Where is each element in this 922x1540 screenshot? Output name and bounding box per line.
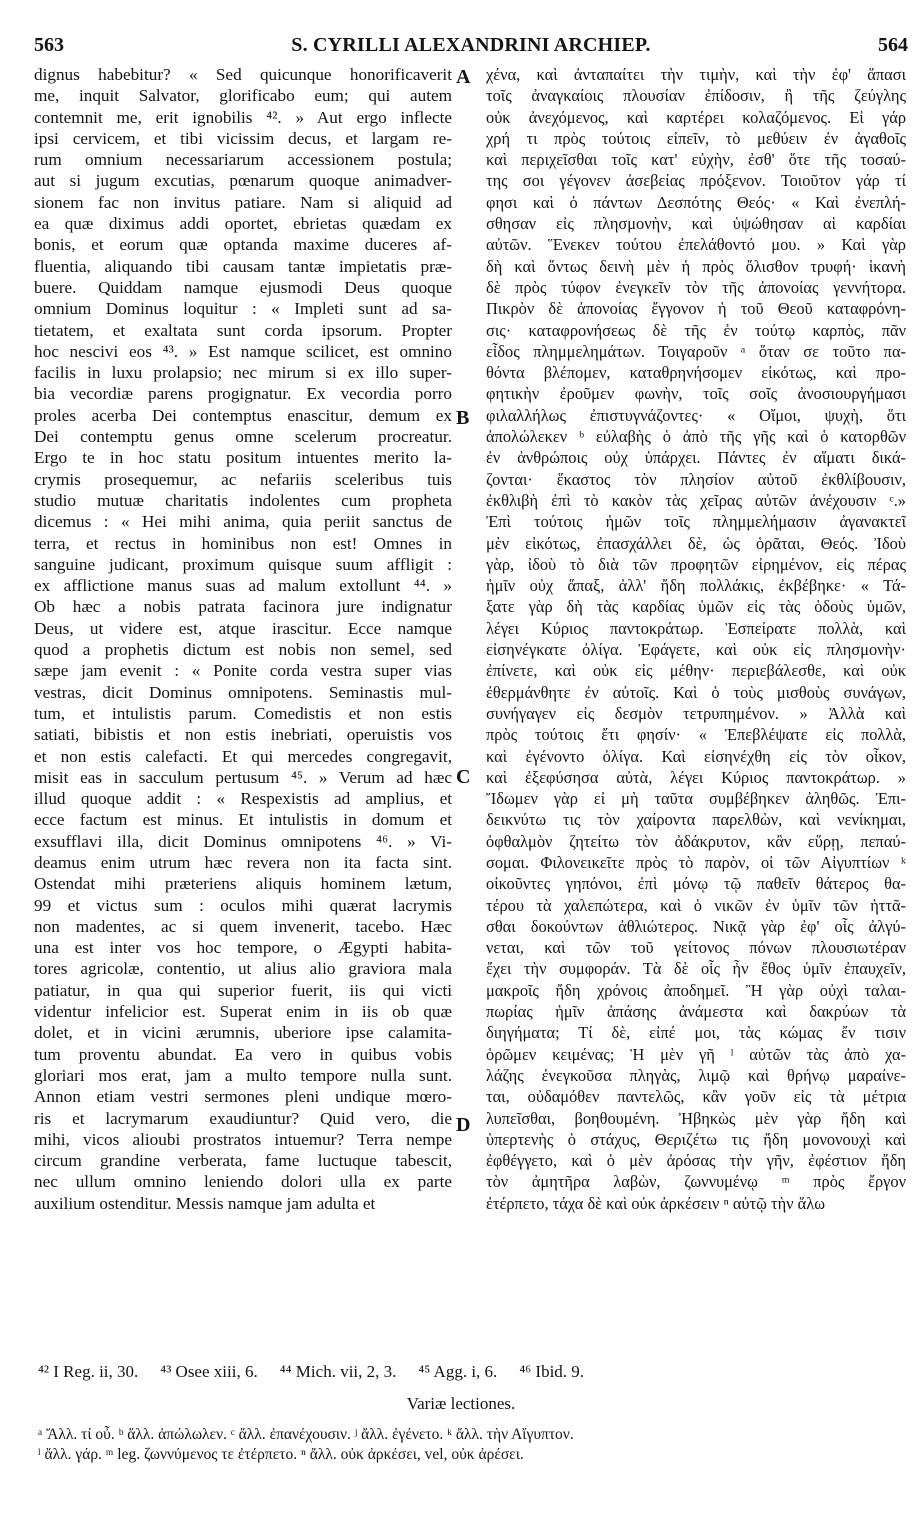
- latin-text-line: bonis, et eorum quæ optanda maxime duceres af-: [34, 235, 452, 255]
- latin-text-line: sionem fac non invitus patiare. Nam si aliquid ad: [34, 192, 452, 212]
- greek-text-line: σομαι. Φιλονεικεῖτε πρὸς τὸ παρὸν, οἱ τῶν Αἰγυπτίων ᵏ: [486, 852, 906, 872]
- greek-text-line: οἰκοῦντες γηπόνοι, ἐπὶ μόνῳ τῷ παθεῖν θάτερος θα-: [486, 874, 906, 894]
- greek-text-line: καὶ ἐξεφύσησα αὐτὰ, λέγει Κύριος παντοκράτωρ. »: [486, 767, 906, 787]
- latin-text-line: tores agricolæ, contentio, ut alius alio graviora mala: [34, 959, 452, 979]
- greek-text-line: πρὸς τούτοις ἔτι φησίν· « Ἐπεβλέψατε εἰς πολλὰ,: [486, 725, 906, 745]
- greek-text-line: αὐτῶν. Ἕνεκεν τούτου ἐπελάθοντό μου. » Καὶ γὰρ: [486, 235, 906, 255]
- latin-text-line: proles acerba Dei contemptus enascitur, demum ex: [34, 405, 452, 425]
- greek-text-line: λυπεῖσθαι, βοηθουμένη. Ἠβηκὼς μὲν γὰρ ἤδη καὶ: [486, 1108, 906, 1128]
- latin-text-line: facilis in luxu prolapsio; nec mirum si ex illo super-: [34, 363, 452, 383]
- latin-text-line: exsufflavi illa, dicit Dominus omnipotens ⁴⁶. » Vi-: [34, 831, 452, 851]
- greek-text-line: χένα, καὶ ἀνταπαίτει τὴν τιμὴν, καὶ τὴν ἐφ' ἅπασι: [486, 65, 906, 84]
- page-number-left: 563: [34, 34, 64, 56]
- greek-text-line: εἰσηνέγκατε ὀλίγα. Ἐφάγετε, καὶ οὐκ εἰς πλησμονὴν·: [486, 640, 906, 660]
- greek-text-line: ὀφθαλμὸν ζητείτω τὸν ἀδάκρυτον, κἂν εὕρῃ, πεπαύ-: [486, 831, 906, 851]
- greek-text-line: ται, οὐδαμόθεν παντελῶς, κἂν γοῦν εἰς τὰ μέτρια: [486, 1087, 906, 1107]
- footnote: ⁴³ Osee xiii, 6.: [160, 1362, 258, 1381]
- latin-text-line: rum omnium necessariarum accessionem postula;: [34, 150, 452, 170]
- greek-text-line: φητικὴν ἐροῦμεν φωνὴν, τοῖς σοῖς ἀνοσιουργήμασι: [486, 384, 906, 404]
- page-number-right: 564: [878, 34, 908, 56]
- latin-text-line: me, inquit Salvator, glorificabo eum; qui autem: [34, 86, 452, 106]
- running-title: S. CYRILLI ALEXANDRINI ARCHIEP.: [291, 34, 651, 56]
- greek-text-line: σις· καταφρονήσεως δὲ τῆς ἐν τούτῳ καρπὸς, πᾶν: [486, 320, 906, 340]
- latin-text-line: sanguine judicant, proximum quisque suum affligit :: [34, 554, 452, 574]
- footnote: ⁴⁵ Agg. i, 6.: [418, 1362, 498, 1381]
- latin-text-line: deamus enim utrum hæc revera non ita facta sint.: [34, 852, 452, 872]
- latin-text-line: videntur infelicior est. Superat enim in iis ob quæ: [34, 1002, 452, 1022]
- greek-text-line: δεικνύτω τις τὸν χαίροντα παρελθὼν, καὶ νενίκημαι,: [486, 810, 906, 830]
- running-header: [34, 34, 908, 58]
- greek-text-line: ἐκθλιβὴ ἐπὶ τὸ κακὸν τὰς χεῖρας αὐτῶν ἀνέχουσιν ᶜ.»: [486, 490, 906, 510]
- latin-text-line: auxilium ostenditur. Messis namque jam adulta et: [34, 1193, 376, 1213]
- latin-text-line: Deus, ut videre est, atque irascitur. Ecce namque: [34, 618, 452, 638]
- latin-text-line: gloriari mos erat, jam a multo tempore nulla sunt.: [34, 1065, 452, 1085]
- variae-lectiones: [38, 1425, 902, 1465]
- greek-text-line: τέρου τὰ χαλεπώτερα, καὶ ὁ νικῶν ἐν ὑμῖν τῶν ἡττᾶ-: [486, 895, 906, 915]
- footnote: ⁴⁴ Mich. vii, 2, 3.: [279, 1362, 397, 1381]
- margin-marker-c: C: [456, 766, 471, 788]
- variant-reading-row: ˡ ἄλλ. γάρ. ᵐ leg. ζωννύμενος τε ἐτέρπετο. ⁿ ἄλλ. οὐκ ἀρκέσει, vel, οὐκ ἀρέσει.: [38, 1446, 524, 1463]
- latin-text-line: tietatem, et exaltata sunt corda ipsorum. Propter: [34, 320, 452, 340]
- margin-marker-b: B: [456, 407, 470, 429]
- greek-text-line: ἡμῖν οὐχ ἅπαξ, ἀλλ' ἤδη πολλάκις, ἐκβέβηκε· « Τά-: [486, 576, 906, 596]
- greek-text-line: σθησαν εἰς πλησμονὴν, καὶ ὑψώθησαν αἱ καρδίαι: [486, 214, 906, 234]
- latin-text-line: dignus habebitur? « Sed quicunque honorificaverit: [34, 65, 452, 84]
- greek-text-line: ἔχει τὴν συμφοράν. Τὰ δὲ οἷς ἦν ἔθος ὑμῖν ἐπαυχεῖν,: [486, 959, 906, 979]
- margin-marker-d: D: [456, 1114, 471, 1136]
- latin-text-line: ris et lacrymarum exaudiuntur? Quid vero, die: [34, 1108, 452, 1128]
- greek-text-line: δὲ πρὸς τύφον ἐνεγκεῖν τὸν τῆς ἀπονοίας γεννήτορα.: [486, 277, 906, 297]
- greek-text-line: ἐφθέγγετο, καὶ ὁ μὲν ἀρόσας τὴν γῆν, ἐφέστιον ἤδη: [486, 1151, 906, 1171]
- latin-text-line: non madentes, ac si quem invenerit, tacebo. Hæc: [34, 916, 452, 936]
- latin-text-line: misit eas in sacculum pertusum ⁴⁵. » Verum ad hæc: [34, 767, 452, 787]
- greek-text-line: χρή τι πρὸς τούτοις εἰπεῖν, τὸ μεθύειν ἐν ἀγαθοῖς: [486, 128, 906, 148]
- greek-text-line: φησι καὶ ὁ πάντων Δεσπότης Θεός· « Καὶ ἐνεπλή-: [486, 192, 906, 212]
- greek-text-line: ὁρῶμεν κειμένας; Ἡ μὲν γῆ ˡ αὐτῶν τὰς ἀπὸ χα-: [486, 1044, 906, 1064]
- greek-text-line: συνήγαγεν εἰς δεσμὸν τετρυπημένον. » Ἀλλὰ καὶ: [486, 703, 906, 723]
- latin-text-line: et non estis calefacti. Et qui mercedes congregavit,: [34, 746, 452, 766]
- latin-text-line: contemnit me, erit ignobilis ⁴². » Aut ergo inflecte: [34, 107, 452, 127]
- greek-text-line: θόντα βλέπομεν, καταθρηνήσομεν εἰκότως, καὶ προ-: [486, 363, 906, 383]
- latin-text-line: quod a prophetis dictum est nobis non semel, sed: [34, 640, 452, 660]
- latin-text-line: circum grandine verberata, fame luctuque tabescit,: [34, 1151, 452, 1171]
- latin-text-line: una est inter vos hoc tempore, o Ægypti habita-: [34, 938, 452, 958]
- latin-text-line: sæpe jam evenit : « Ponite corda vestra super vias: [34, 661, 452, 681]
- greek-column: [486, 64, 906, 1214]
- latin-text-line: omnium Dominus loquitur : « Impleti sunt ad sa-: [34, 299, 452, 319]
- latin-text-line: dicemus : « Hei mihi anima, quia periit sanctus de: [34, 512, 452, 532]
- footnote: ⁴⁶ Ibid. 9.: [519, 1362, 585, 1381]
- greek-text-line: τοῖς ἀναγκαίοις πλουσίαν ἐπίδοσιν, ἢ τῆς ζεύγλης: [486, 86, 906, 106]
- greek-text-line: Πικρὸν δὲ ἀπονοίας ἔγγονον ἡ τοῦ Θεοῦ καταφρόνη-: [486, 299, 906, 319]
- greek-text-line: εἶδος πλημμελημάτων. Τοιγαροῦν ᵃ ὅταν σε τοῦτο πα-: [486, 341, 906, 361]
- greek-text-line: Ἐπὶ τούτοις ἡμῶν τοῖς πλημμελήμασιν ἀγανακτεῖ: [486, 512, 906, 532]
- greek-text-line: φιλαλλήλως ἐπιστυγνάζοντες· « Οἴμοι, ψυχὴ, ὅτι: [486, 405, 906, 425]
- greek-text-line: νεται, καὶ τῶν τοῦ γείτονος πόνων πλουσιωτέραν: [486, 938, 906, 958]
- latin-text-line: hoc nescivi eos ⁴³. » Est namque scilicet, est omnino: [34, 341, 452, 361]
- variae-lectiones-heading: Variæ lectiones.: [406, 1394, 516, 1413]
- latin-column: [34, 64, 452, 1214]
- greek-text-line: σθαι δοκούντων ἀθλιώτερος. Νικᾷ γὰρ ἐφ' οἷς ἀλγύ-: [486, 916, 906, 936]
- greek-text-line: πωρίας ἡμῖν ἁπάσης ἀνάμεστα καὶ δακρύων τὰ: [486, 1002, 906, 1022]
- greek-text-line: ζονται· ἕκαστος τὸν πλησίον αὐτοῦ ἐκθλίβουσιν,: [486, 469, 906, 489]
- latin-text-line: buere. Quiddam namque ejusmodi Deus quoque: [34, 277, 452, 297]
- latin-text-line: tum proventu abundat. Ea vero in quibus vobis: [34, 1044, 452, 1064]
- latin-text-line: ex afflictione manus suas ad malum extollunt ⁴⁴. »: [34, 576, 452, 596]
- latin-text-line: fluentia, aliquando tibi causam tantæ impietatis præ-: [34, 256, 452, 276]
- greek-text-line: ἀπολώλεκεν ᵇ εὐλαβὴς ὁ ἀπὸ τῆς γῆς καὶ ὁ κατορθῶν: [486, 427, 906, 447]
- latin-text-line: mihi, vicos alioubi prostratos intuemur? Terra nempe: [34, 1129, 452, 1149]
- greek-text-line: λέγει Κύριος παντοκράτωρ. Ἐσπείρατε πολλὰ, καὶ: [486, 618, 906, 638]
- latin-text-line: ecce factum est minus. Et intulistis in domum et: [34, 810, 452, 830]
- latin-text-line: ea quæ diximus addi oportet, ebrietas quædam ex: [34, 214, 452, 234]
- greek-text-line: της σοι γέγονεν ἀσεβείας πρόξενον. Τοιοῦτον γάρ τί: [486, 171, 906, 191]
- greek-text-line: ἐν ἀνθρώποις οὐχ ὑπάρχει. Πάντες ἐν αἵματι δικά-: [486, 448, 906, 468]
- greek-text-line: γὰρ, ἰδοὺ τὸ διὰ τῶν προφητῶν εἰρημένον, εἰς πέρας: [486, 554, 906, 574]
- latin-text-line: nec ullum omnino leniendo dolori ulla ex parte: [34, 1172, 452, 1192]
- greek-text-line: Ἴδωμεν γὰρ εἰ μὴ ταῦτα συμβέβηκεν ἀληθῶς. Ἐπι-: [486, 789, 906, 809]
- latin-text-line: studio mutuæ charitatis indolentes cum propheta: [34, 490, 452, 510]
- greek-text-line: δὴ καὶ ὄντως δεινὴ μὲν ἡ πρὸς ὄλισθον τρυφή· ἱκανὴ: [486, 256, 906, 276]
- greek-text-line: καὶ περιχεῖσθαι τοῖς κατ' εὐχὴν, ἐσθ' ὅτε τῆς τοσαύ-: [486, 150, 906, 170]
- greek-text-line: καὶ ἐγένοντο ὀλίγα. Καὶ εἰσηνέχθη εἰς τὸν οἶκον,: [486, 746, 906, 766]
- latin-text-line: 99 et victus sum : oculos mihi quærat lacrymis: [34, 895, 452, 915]
- margin-marker-a: A: [456, 66, 471, 88]
- latin-text-line: crymis prosequemur, ac nefariis sceleribus tuis: [34, 469, 452, 489]
- latin-text-line: tum, et intulistis parum. Comedistis et non estis: [34, 703, 452, 723]
- greek-text-line: ὑπερτενὴς ὁ στάχυς, Θεριζέτω τις ἤδη μονονουχὶ καὶ: [486, 1129, 906, 1149]
- latin-text-line: bia vecordiæ parens progignatur. Ex vecordia porro: [34, 384, 452, 404]
- greek-text-line: ἐθερμάνθητε ἐν αὐτοῖς. Καὶ ὁ τοὺς μισθοὺς συνάγων,: [486, 682, 906, 702]
- latin-text-line: illud quoque addit : « Respexistis ad amplius, et: [34, 789, 452, 809]
- greek-text-line: μὲν εἰκότως, ἐπασχάλλει δὲ, ὡς ὁρᾶται, Θεός. Ἰδοὺ: [486, 533, 906, 553]
- latin-text-line: terra, et rectus in hominibus non est! Omnes in: [34, 533, 452, 553]
- latin-text-line: Dei contemptu genus omne scelerum procreatur.: [34, 427, 452, 447]
- latin-text-line: vestras, dicit Dominus omnipotens. Seminastis mul-: [34, 682, 452, 702]
- scripture-footnotes: [38, 1362, 902, 1382]
- greek-text-line: ξατε γὰρ δὴ τὰς καρδίας ὑμῶν εἰς τὰς ὁδοὺς ὑμῶν,: [486, 597, 906, 617]
- latin-text-line: ipsi cervicem, et tibi vicissim decus, et largam re-: [34, 128, 452, 148]
- variant-reading-row: ᵃ Ἄλλ. τί οὖ. ᵇ ἄλλ. ἀπώλωλεν. ᶜ ἄλλ. ἐπανέχουσιν. ʲ ἄλλ. ἐγένετο. ᵏ ἄλλ. τὴν Αἴγυπτον.: [38, 1426, 574, 1443]
- greek-text-line: τὸν ἀμητῆρα λαβὼν, ζωννυμένῳ ᵐ πρὸς ἔργον: [486, 1172, 906, 1192]
- greek-text-line: ἐπίνετε, καὶ οὐκ εἰς μέθην· περιεβάλεσθε, καὶ οὐκ: [486, 661, 906, 681]
- latin-text-line: Ostendat mihi præteriens aliquis hominem lætum,: [34, 874, 452, 894]
- latin-text-line: dolet, et in vicini ærumnis, uberiore ipse calamita-: [34, 1023, 452, 1043]
- latin-text-line: Annon etiam vestri sermones pleni undique mœro-: [34, 1087, 452, 1107]
- latin-text-line: satiati, bibistis et non estis inebriati, operuistis vos: [34, 725, 452, 745]
- greek-text-line: οὐκ ἀνεχόμενος, καὶ καρτέρει κολαζόμενος. Εἰ γάρ: [486, 107, 906, 127]
- greek-text-line: μακροῖς ἤδη χρόνοις ἀποδημεῖ. Ἢ γὰρ οὐχὶ ταλαι-: [486, 980, 906, 1000]
- footnote: ⁴² I Reg. ii, 30.: [38, 1362, 139, 1381]
- greek-text-line: ἐτέρπετο, τάχα δὲ καὶ οὐκ ἀρκέσειν ⁿ αὐτῷ τὴν ἅλω: [486, 1193, 825, 1213]
- greek-text-line: λάζης ἐνεγκοῦσα πληγὰς, λιμῷ καὶ θρήνῳ μαραίνε-: [486, 1065, 906, 1085]
- greek-text-line: διηγήματα; Τί δὲ, εἰπέ μοι, τὰς κώμας ἔν τισιν: [486, 1023, 906, 1043]
- latin-text-line: Ob hæc a nobis patrata facinora jure indignatur: [34, 597, 452, 617]
- latin-text-line: Ergo te in hoc statu positum intuentes merito la-: [34, 448, 452, 468]
- latin-text-line: patiatur, in qua qui superior fuerit, iis qui victi: [34, 980, 452, 1000]
- latin-text-line: aut si jugum excutias, pœnarum quoque animadver-: [34, 171, 452, 191]
